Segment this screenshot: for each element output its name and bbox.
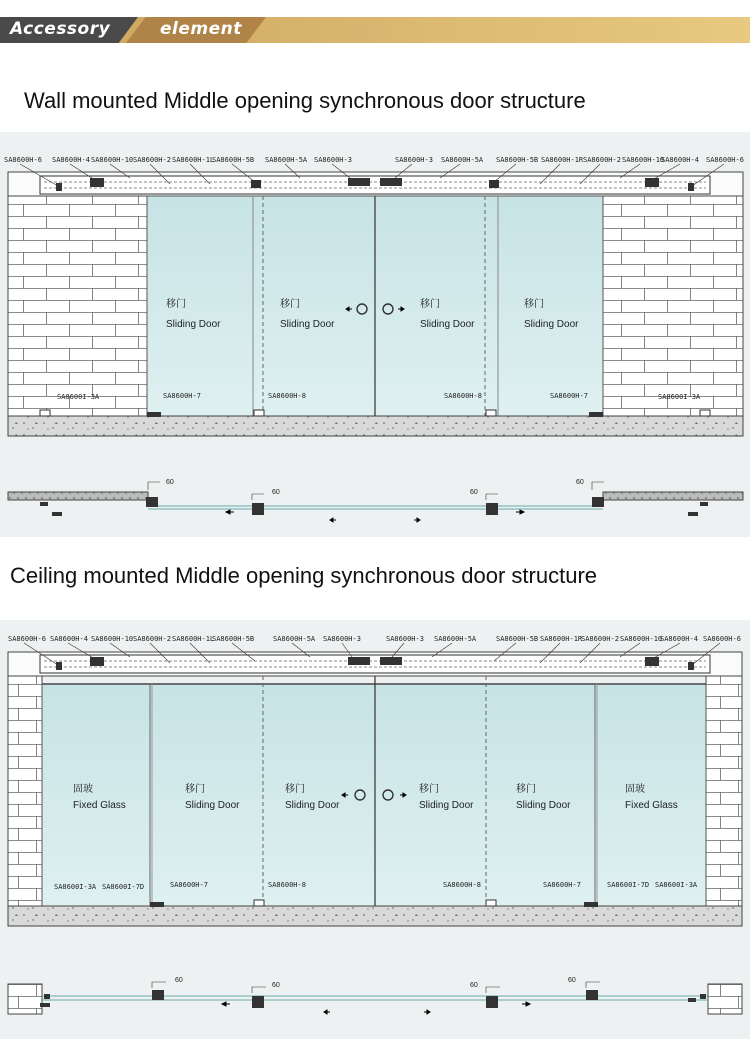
label-part: SA8600H-5A — [273, 635, 316, 643]
floor-slab — [8, 416, 743, 436]
plan-bracket — [152, 990, 164, 1000]
label-part: SA8600H-1R — [540, 635, 583, 643]
label-part: SA8600H-6 — [706, 156, 744, 164]
carriage-left — [90, 178, 104, 187]
drive-unit-left — [348, 178, 370, 186]
plan-stop — [700, 994, 706, 999]
floor-guide-left — [150, 902, 164, 907]
label-part: SA8600H-3 — [323, 635, 361, 643]
panel-label-en: Fixed Glass — [73, 800, 126, 811]
label-part: SA8600H-5A — [434, 635, 477, 643]
dim-label: 60 — [470, 489, 478, 496]
label-part: SA8600H-7 — [170, 881, 208, 889]
label-part: SA8600I-7D — [607, 881, 650, 889]
end-stop-left — [56, 183, 62, 191]
plan-arrow-icons — [226, 510, 524, 522]
dim-label: 60 — [175, 977, 183, 984]
track-housing — [40, 176, 710, 194]
panel-label-en: Fixed Glass — [625, 800, 678, 811]
glass-opening — [42, 684, 706, 906]
brick-wall-left — [8, 676, 42, 906]
label-part: SA8600H-4 — [660, 635, 698, 643]
label-part: SA8600H-10 — [91, 635, 134, 643]
label-part: SA8600H-7 — [550, 392, 588, 400]
panel-label-en: Sliding Door — [419, 800, 474, 811]
label-part: SA8600H-7 — [163, 392, 201, 400]
dim-lines — [152, 982, 600, 993]
carriage-right — [645, 178, 659, 187]
label-part: SA8600H-5B — [212, 635, 255, 643]
carriage-left — [90, 657, 104, 666]
plan-arrow-icons — [222, 1002, 530, 1014]
end-stop-right — [688, 183, 694, 191]
drive-unit-right — [380, 657, 402, 665]
clamp-right — [489, 180, 499, 188]
header-tab1-label: Accessory — [10, 19, 111, 39]
label-part: SA8600H-2 — [583, 156, 621, 164]
label-part: SA8600I-3A — [655, 881, 698, 889]
ceiling-plan-view — [8, 977, 742, 1014]
end-stop-left — [56, 662, 62, 670]
plan-stop — [40, 1003, 50, 1007]
panel-label-cn: 固玻 — [73, 784, 93, 795]
dim-label: 60 — [272, 982, 280, 989]
label-part: SA8600H-8 — [268, 392, 306, 400]
label-part: SA8600I-7D — [102, 883, 145, 891]
panel-label-cn: 移门 — [285, 784, 305, 795]
end-stop-right — [688, 662, 694, 670]
dim-label: 60 — [568, 977, 576, 984]
door-label-cn: 移门 — [420, 299, 440, 310]
clamp-left — [251, 180, 261, 188]
door-label-cn: 移门 — [524, 299, 544, 310]
plan-bracket — [592, 497, 604, 507]
plan-bracket — [146, 497, 158, 507]
wall-plan-view — [8, 479, 743, 522]
plan-bracket — [252, 503, 264, 515]
floor-guide-right — [584, 902, 598, 907]
ceiling-title: Ceiling mounted Middle opening synchronous door structure — [10, 563, 598, 588]
plan-stop — [688, 512, 698, 516]
label-part: SA8600I-3A — [57, 393, 100, 401]
panel-label-cn: 移门 — [516, 784, 536, 795]
guide-8-right — [486, 410, 496, 416]
plan-stop — [44, 994, 50, 999]
label-part: SA8600H-2 — [133, 156, 171, 164]
label-part: SA8600H-7 — [543, 881, 581, 889]
label-part: SA8600H-10 — [91, 156, 134, 164]
label-part: SA8600H-3 — [314, 156, 352, 164]
ceiling-top-labels — [8, 635, 741, 643]
plan-wall-left — [8, 492, 148, 500]
floor-slab — [8, 906, 742, 926]
dim-lines — [148, 482, 604, 500]
floor-guide-left — [147, 412, 161, 417]
dim-label: 60 — [166, 479, 174, 486]
plan-bracket — [586, 990, 598, 1000]
plan-stop — [52, 512, 62, 516]
wall-stop-left — [40, 410, 50, 416]
label-part: SA8600H-8 — [444, 392, 482, 400]
drive-unit-left — [348, 657, 370, 665]
panel-label-cn: 固玻 — [625, 784, 645, 795]
label-part: SA8600H-4 — [661, 156, 699, 164]
label-part: SA8600H-10 — [622, 156, 665, 164]
plan-stop — [688, 998, 696, 1002]
label-part: SA8600H-1L — [172, 635, 215, 643]
label-part: SA8600H-5B — [496, 635, 539, 643]
label-part: SA8600H-6 — [8, 635, 46, 643]
panel-label-en: Sliding Door — [285, 800, 340, 811]
label-part: SA8600H-2 — [133, 635, 171, 643]
plan-wall-right — [603, 492, 743, 500]
wall-top-labels — [4, 156, 744, 164]
label-part: SA8600H-8 — [268, 881, 306, 889]
wall-stop-right — [700, 410, 710, 416]
label-part: SA8600H-3 — [395, 156, 433, 164]
panel-label-cn: 移门 — [185, 784, 205, 795]
label-part: SA8600I-3A — [54, 883, 97, 891]
label-part: SA8600H-6 — [4, 156, 42, 164]
label-part: SA8600H-5A — [265, 156, 308, 164]
guide-8-left — [254, 410, 264, 416]
plan-stop — [700, 502, 708, 506]
door-label-en: Sliding Door — [166, 319, 221, 330]
plan-wall-right — [708, 984, 742, 1014]
door-label-en: Sliding Door — [280, 319, 335, 330]
door-label-cn: 移门 — [166, 299, 186, 310]
door-label-cn: 移门 — [280, 299, 300, 310]
label-part: SA8600H-1R — [541, 156, 584, 164]
label-part: SA8600H-5B — [496, 156, 539, 164]
dim-label: 60 — [470, 982, 478, 989]
door-label-en: Sliding Door — [420, 319, 475, 330]
guide-8-left — [254, 900, 264, 906]
brick-wall-right — [706, 676, 742, 906]
panel-label-en: Sliding Door — [185, 800, 240, 811]
door-label-en: Sliding Door — [524, 319, 579, 330]
floor-guide-right — [589, 412, 603, 417]
brick-wall-left — [8, 196, 147, 416]
label-part: SA8600H-10 — [620, 635, 663, 643]
label-part: SA8600H-3 — [386, 635, 424, 643]
wall-title: Wall mounted Middle opening synchronous door structure — [24, 88, 586, 113]
carriage-right — [645, 657, 659, 666]
guide-8-right — [486, 900, 496, 906]
track-housing — [40, 655, 710, 673]
label-part: SA8600H-2 — [581, 635, 619, 643]
label-part: SA8600H-1L — [172, 156, 215, 164]
plan-stop — [40, 502, 48, 506]
dim-label: 60 — [272, 489, 280, 496]
label-part: SA8600H-5A — [441, 156, 484, 164]
label-part: SA8600I-3A — [658, 393, 701, 401]
label-part: SA8600H-4 — [50, 635, 88, 643]
brick-wall-right — [603, 196, 743, 416]
plan-wall-left — [8, 984, 42, 1014]
dim-label: 60 — [576, 479, 584, 486]
plan-bracket — [486, 503, 498, 515]
drive-unit-right — [380, 178, 402, 186]
label-part: SA8600H-6 — [703, 635, 741, 643]
plan-bracket — [486, 996, 498, 1008]
wall-elevation — [8, 172, 743, 436]
plan-bracket — [252, 996, 264, 1008]
label-part: SA8600H-4 — [52, 156, 90, 164]
panel-label-en: Sliding Door — [516, 800, 571, 811]
panel-label-cn: 移门 — [419, 784, 439, 795]
label-part: SA8600H-8 — [443, 881, 481, 889]
label-part: SA8600H-5B — [212, 156, 255, 164]
header-tab2-label: element — [160, 19, 242, 39]
